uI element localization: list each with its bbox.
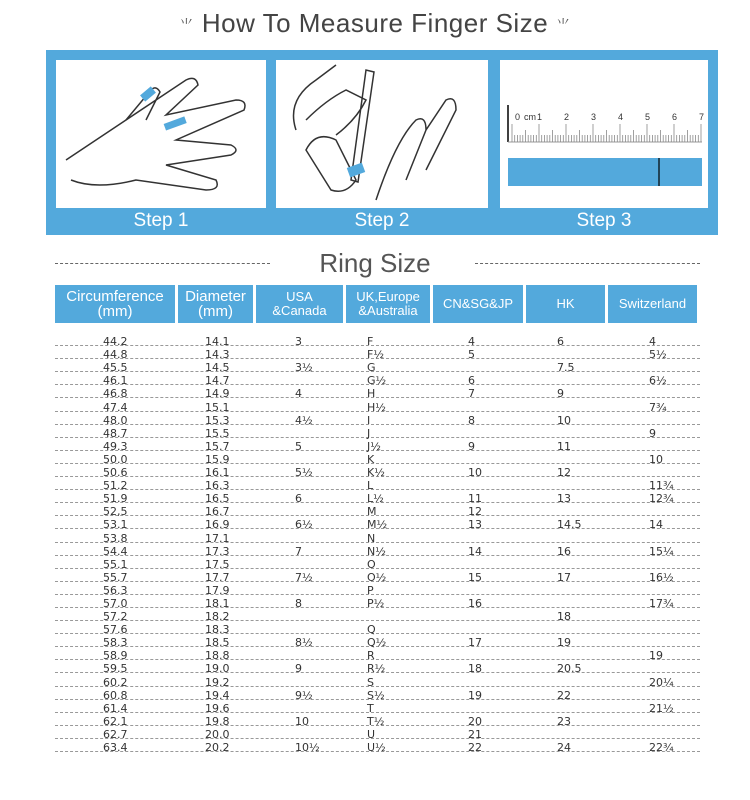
table-cell: 48.0 xyxy=(103,413,128,427)
column-header xyxy=(256,285,343,323)
table-cell: 9 xyxy=(557,387,564,401)
table-cell: Q xyxy=(367,623,376,637)
table-row xyxy=(55,438,700,451)
table-cell: G xyxy=(367,361,376,375)
table-row xyxy=(55,398,700,414)
table-cell: 47.4 xyxy=(103,400,128,414)
step-1-label: Step 1 xyxy=(133,210,189,231)
table-cell: 5½ xyxy=(295,466,313,480)
table-cell: 16.9 xyxy=(205,518,230,532)
table-cell: 8 xyxy=(295,596,302,610)
measure-steps-panel xyxy=(46,50,718,235)
table-cell: 7.5 xyxy=(557,361,575,375)
table-cell: T½ xyxy=(367,714,385,728)
table-cell: 14.3 xyxy=(205,348,230,362)
table-row xyxy=(55,621,700,637)
table-cell: 15¼ xyxy=(649,544,674,558)
table-cell: 11¾ xyxy=(649,479,674,493)
table-cell: 7 xyxy=(295,544,302,558)
table-cell: M½ xyxy=(367,518,388,532)
table-cell: 55.1 xyxy=(103,557,128,571)
table-cell: 50.6 xyxy=(103,466,128,480)
table-cell: 16.5 xyxy=(205,492,230,506)
table-cell: 13 xyxy=(468,518,482,532)
table-cell: 12 xyxy=(468,505,482,519)
table-cell: 59.5 xyxy=(103,662,128,676)
table-cell: 17.1 xyxy=(205,531,230,545)
table-cell: 22¾ xyxy=(649,741,674,754)
table-row xyxy=(55,634,700,650)
step-3-illustration xyxy=(500,60,708,208)
table-cell: 16½ xyxy=(649,570,674,584)
table-cell: 18 xyxy=(557,610,571,624)
sparkle-icon: ⺌ xyxy=(179,17,194,34)
table-cell: 46.8 xyxy=(103,387,128,401)
table-cell: 9 xyxy=(468,439,475,453)
table-cell: F½ xyxy=(367,348,384,362)
table-cell: 10 xyxy=(649,452,663,466)
table-cell: 13 xyxy=(557,492,571,506)
table-cell: 7 xyxy=(468,387,475,401)
table-cell: 15.9 xyxy=(205,452,230,466)
table-cell: 16 xyxy=(557,544,571,558)
table-cell: 8 xyxy=(468,413,475,427)
hand-pen-icon xyxy=(276,60,488,208)
table-row xyxy=(55,543,700,556)
table-cell: 6 xyxy=(468,374,475,388)
table-cell: 11 xyxy=(468,492,482,506)
column-header-line: (mm) xyxy=(97,303,133,320)
table-cell: 10 xyxy=(468,466,482,480)
table-cell: 6½ xyxy=(295,518,313,532)
table-cell: O xyxy=(367,557,376,571)
sparkle-icon: ⺌ xyxy=(556,17,571,34)
table-cell: 14.9 xyxy=(205,387,230,401)
table-row xyxy=(55,333,700,349)
table-cell: 20.5 xyxy=(557,662,582,676)
table-cell: 20 xyxy=(468,714,482,728)
ring-size-table xyxy=(55,333,700,752)
table-row xyxy=(55,503,700,519)
table-cell: 18.2 xyxy=(205,610,230,624)
table-row xyxy=(55,425,700,438)
table-cell: 17.3 xyxy=(205,544,230,558)
table-cell: 18 xyxy=(468,662,482,676)
table-cell: 6½ xyxy=(649,374,667,388)
ruler-label: 4 xyxy=(618,112,624,122)
table-cell: 22 xyxy=(468,741,482,754)
table-cell: 9 xyxy=(649,426,656,440)
table-cell: 19.6 xyxy=(205,701,230,715)
table-cell: 5 xyxy=(295,439,302,453)
table-cell: 53.1 xyxy=(103,518,128,532)
table-row xyxy=(55,726,700,739)
table-cell: 49.3 xyxy=(103,439,128,453)
table-cell: 5½ xyxy=(649,348,667,362)
table-cell: 44.2 xyxy=(103,335,128,349)
table-row xyxy=(55,451,700,464)
column-header-line: HK xyxy=(556,296,575,311)
table-cell: G½ xyxy=(367,374,387,388)
table-cell: 15.1 xyxy=(205,400,230,414)
table-row xyxy=(55,647,700,663)
table-cell: 62.7 xyxy=(103,727,128,741)
table-row xyxy=(55,595,700,608)
table-cell: 17 xyxy=(468,636,482,650)
step-1-illustration xyxy=(56,60,266,208)
table-cell: J xyxy=(367,426,371,440)
table-cell: 16.3 xyxy=(205,479,230,493)
table-cell: 4 xyxy=(295,387,302,401)
table-cell: 48.7 xyxy=(103,426,128,440)
table-cell: L½ xyxy=(367,492,384,506)
column-header-line: &Australia xyxy=(358,303,418,318)
table-cell: 54.4 xyxy=(103,544,128,558)
column-header-line: Circumference xyxy=(66,288,164,305)
column-header-label xyxy=(443,297,513,311)
table-cell: 19 xyxy=(557,636,571,650)
table-cell: 60.8 xyxy=(103,688,128,702)
table-cell: 3 xyxy=(295,335,302,349)
table-cell: H xyxy=(367,387,376,401)
table-cell: 57.6 xyxy=(103,623,128,637)
table-cell: 9½ xyxy=(295,688,313,702)
table-cell: 23 xyxy=(557,714,571,728)
table-cell: 10 xyxy=(295,714,309,728)
ruler-label-0: 0 xyxy=(515,112,521,122)
table-cell: S xyxy=(367,675,374,689)
divider-right xyxy=(475,263,700,264)
table-cell: 16 xyxy=(468,596,482,610)
table-cell: 17.9 xyxy=(205,583,230,597)
ruler-unit: cm xyxy=(524,112,536,122)
ruler-label: 1 xyxy=(537,112,543,122)
column-header-label xyxy=(356,290,420,318)
column-header-label xyxy=(272,290,326,318)
table-cell: 14.5 xyxy=(557,518,582,532)
table-cell: P xyxy=(367,583,374,597)
ruler-label: 3 xyxy=(591,112,597,122)
table-cell: 14 xyxy=(649,518,663,532)
table-cell: 12 xyxy=(557,466,571,480)
table-cell: 58.3 xyxy=(103,636,128,650)
table-cell: U½ xyxy=(367,741,386,754)
table-cell: J½ xyxy=(367,439,381,453)
column-header xyxy=(608,285,697,323)
table-row xyxy=(55,608,700,624)
table-cell: 18.8 xyxy=(205,649,230,663)
table-cell: 20.2 xyxy=(205,741,230,754)
table-cell: L xyxy=(367,479,374,493)
table-cell: 61.4 xyxy=(103,701,128,715)
table-cell: 10½ xyxy=(295,741,320,754)
column-header xyxy=(526,285,605,323)
table-cell: R xyxy=(367,649,375,663)
table-cell: 10 xyxy=(557,413,571,427)
table-cell: 14.1 xyxy=(205,335,230,349)
table-cell: S½ xyxy=(367,688,385,702)
table-cell: 22 xyxy=(557,688,571,702)
column-header-line: &Canada xyxy=(272,303,327,318)
table-cell: 46.1 xyxy=(103,374,128,388)
table-cell: H½ xyxy=(367,400,386,414)
table-cell: 18.5 xyxy=(205,636,230,650)
table-cell: 19.0 xyxy=(205,662,230,676)
column-header-line: USA xyxy=(286,289,313,304)
column-header-line: UK,Europe xyxy=(356,289,420,304)
column-header-line: Switzerland xyxy=(618,296,687,311)
table-cell: 57.2 xyxy=(103,610,128,624)
table-row xyxy=(55,372,700,388)
step-3-label: Step 3 xyxy=(576,210,632,231)
table-row xyxy=(55,412,700,425)
table-cell: 55.7 xyxy=(103,570,128,584)
table-cell: T xyxy=(367,701,374,715)
table-cell: 14.5 xyxy=(205,361,230,375)
table-cell: 60.2 xyxy=(103,675,128,689)
table-cell: 20.0 xyxy=(205,727,230,741)
table-cell: O½ xyxy=(367,570,387,584)
table-cell: Q½ xyxy=(367,636,387,650)
table-cell: 62.1 xyxy=(103,714,128,728)
table-cell: 24 xyxy=(557,741,571,754)
table-cell: 5 xyxy=(468,348,475,362)
table-row xyxy=(55,700,700,713)
table-cell: 4 xyxy=(468,335,475,349)
table-cell: 51.9 xyxy=(103,492,128,506)
table-row xyxy=(55,385,700,401)
column-header-line: Diameter xyxy=(185,288,246,305)
ruler-icon xyxy=(500,60,708,208)
table-cell: 17 xyxy=(557,570,571,584)
table-cell: U xyxy=(367,727,376,741)
table-cell: 17¾ xyxy=(649,596,674,610)
table-cell: 19.2 xyxy=(205,675,230,689)
ruler-label: 5 xyxy=(645,112,651,122)
column-header xyxy=(433,285,523,323)
table-cell: F xyxy=(367,335,374,349)
table-cell: 50.0 xyxy=(103,452,128,466)
table-row xyxy=(55,660,700,676)
table-cell: 19 xyxy=(649,649,663,663)
table-cell: 15.5 xyxy=(205,426,230,440)
table-row xyxy=(55,713,700,726)
table-row xyxy=(55,739,700,752)
table-cell: 16.1 xyxy=(205,466,230,480)
column-header xyxy=(346,285,430,323)
column-header-label xyxy=(66,289,164,319)
table-cell: 14.7 xyxy=(205,374,230,388)
page-title-text: How To Measure Finger Size xyxy=(201,8,549,38)
table-cell: 18.1 xyxy=(205,596,230,610)
table-row xyxy=(55,687,700,700)
column-header xyxy=(55,285,175,323)
table-row xyxy=(55,359,700,375)
table-cell: 14 xyxy=(468,544,482,558)
table-cell: 51.2 xyxy=(103,479,128,493)
table-cell: 19.4 xyxy=(205,688,230,702)
table-cell: 57.0 xyxy=(103,596,128,610)
column-header-label xyxy=(619,297,686,311)
table-row xyxy=(55,516,700,532)
table-cell: M xyxy=(367,505,377,519)
table-cell: P½ xyxy=(367,596,385,610)
table-cell: 52,5 xyxy=(103,505,128,519)
table-cell: 21½ xyxy=(649,701,674,715)
table-cell: 17.5 xyxy=(205,557,230,571)
table-row xyxy=(55,673,700,689)
table-cell: 58.9 xyxy=(103,649,128,663)
column-header-label xyxy=(556,297,574,311)
paper-strip xyxy=(508,158,702,186)
table-cell: I xyxy=(367,413,371,427)
table-cell: 6 xyxy=(295,492,302,506)
table-cell: 3½ xyxy=(295,361,313,375)
column-header-label xyxy=(185,289,246,319)
page-title xyxy=(0,8,750,39)
table-cell: 44.8 xyxy=(103,348,128,362)
table-cell: 18.3 xyxy=(205,623,230,637)
table-cell: 15 xyxy=(468,570,482,584)
table-cell: 17.7 xyxy=(205,570,230,584)
table-cell: 15.3 xyxy=(205,413,230,427)
table-row xyxy=(55,490,700,506)
table-cell: 7¾ xyxy=(649,400,667,414)
hand-wrap-icon xyxy=(56,60,266,208)
table-cell: 56.3 xyxy=(103,583,128,597)
ruler-label: 7 xyxy=(699,112,705,122)
ruler-label: 6 xyxy=(672,112,678,122)
table-cell: 8½ xyxy=(295,636,313,650)
table-cell: 53.8 xyxy=(103,531,128,545)
ring-size-title: Ring Size xyxy=(319,248,431,278)
table-row xyxy=(55,582,700,595)
table-cell: K xyxy=(367,452,375,466)
table-cell: R½ xyxy=(367,662,386,676)
table-cell: 7½ xyxy=(295,570,313,584)
column-header-line: (mm) xyxy=(198,303,233,320)
table-cell: N xyxy=(367,531,376,545)
table-cell: 45.5 xyxy=(103,361,128,375)
table-cell: 21 xyxy=(468,727,482,741)
column-header-line: CN&SG&JP xyxy=(442,296,514,311)
column-header xyxy=(178,285,253,323)
table-cell: 4½ xyxy=(295,413,313,427)
table-row xyxy=(55,477,700,493)
table-row xyxy=(55,464,700,480)
table-cell: 15.7 xyxy=(205,439,230,453)
table-cell: 63.4 xyxy=(103,741,128,754)
table-cell: 19.8 xyxy=(205,714,230,728)
table-row xyxy=(55,556,700,569)
step-2-label: Step 2 xyxy=(354,210,410,231)
table-cell: 9 xyxy=(295,662,302,676)
table-cell: 20¼ xyxy=(649,675,674,689)
table-row xyxy=(55,569,700,582)
table-row xyxy=(55,346,700,362)
table-cell: 12¾ xyxy=(649,492,674,506)
step-2-illustration xyxy=(276,60,488,208)
table-cell: N½ xyxy=(367,544,386,558)
table-cell: 19 xyxy=(468,688,482,702)
table-cell: K½ xyxy=(367,466,385,480)
table-cell: 6 xyxy=(557,335,564,349)
table-row xyxy=(55,529,700,545)
table-cell: 11 xyxy=(557,439,571,453)
table-cell: 4 xyxy=(649,335,656,349)
table-cell: 16.7 xyxy=(205,505,230,519)
ruler-label: 2 xyxy=(564,112,570,122)
